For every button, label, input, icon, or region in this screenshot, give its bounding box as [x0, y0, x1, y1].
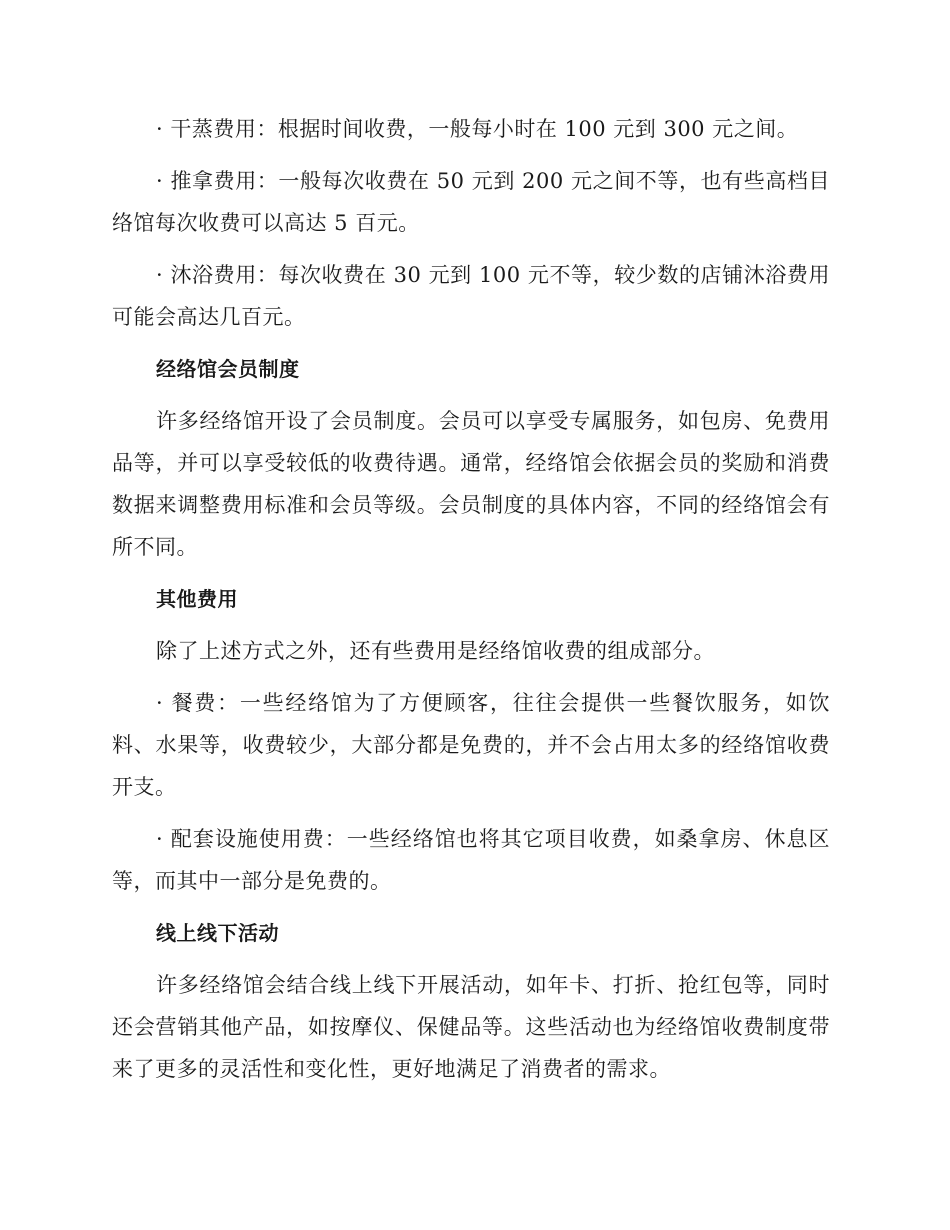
section-heading-membership: 经络馆会员制度 [156, 357, 300, 381]
bullet-facility-fee: · 配套设施使用费：一些经络馆也将其它项目收费，如桑拿房、休息区等，而其中一部分是免费的。 [112, 827, 830, 893]
bullet-massage-fee: · 推拿费用：一般每次收费在 50 元到 200 元之间不等，也有些高档目络馆每次收费可以高达 5 百元。 [112, 169, 830, 235]
bullet-dry-steam-fee: · 干蒸费用：根据时间收费，一般每小时在 100 元到 300 元之间。 [156, 117, 799, 141]
section-heading-other-fees: 其他费用 [156, 587, 238, 611]
bullet-bath-fee: · 沐浴费用：每次收费在 30 元到 100 元不等，较少数的店铺沐浴费用可能会高达几百元。 [112, 263, 830, 329]
paragraph-online-offline: 许多经络馆会结合线上线下开展活动，如年卡、打折、抢红包等，同时还会营销其他产品，如按摩仪、保健品等。这些活动也为经络馆收费制度带来了更多的灵活性和变化性，更好地满足了消费者的需求。 [112, 973, 830, 1081]
section-heading-online-offline: 线上线下活动 [156, 921, 279, 945]
paragraph-other-fees-intro: 除了上述方式之外，还有些费用是经络馆收费的组成部分。 [156, 639, 715, 663]
paragraph-membership: 许多经络馆开设了会员制度。会员可以享受专属服务，如包房、免费用品等，并可以享受较低的收费待遇。通常，经络馆会依据会员的奖励和消费数据来调整费用标准和会员等级。会员制度的具体内容，不同的经络馆会有所不同。 [112, 409, 830, 559]
document-body [112, 108, 830, 1100]
bullet-meal-fee: · 餐费：一些经络馆为了方便顾客，往往会提供一些餐饮服务，如饮料、水果等，收费较少，大部分都是免费的，并不会占用太多的经络馆收费开支。 [112, 691, 830, 799]
